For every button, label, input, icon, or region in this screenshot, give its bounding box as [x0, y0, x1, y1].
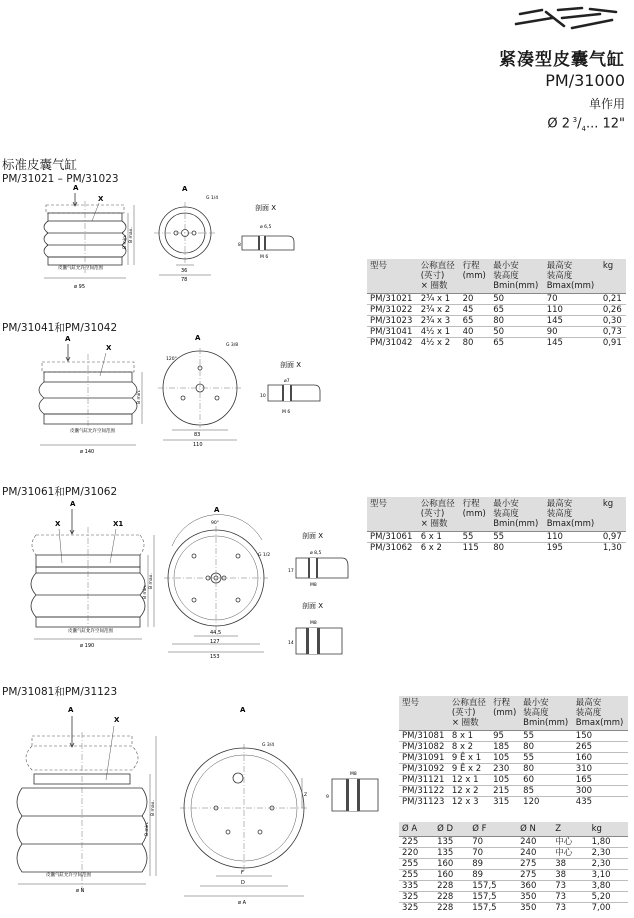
column-header-line: Bmax(mm): [546, 281, 595, 291]
table-cell: 2,30: [589, 859, 628, 870]
table-cell: 110: [544, 532, 600, 543]
svg-text:皮囊气缸允许空间范围: 皮囊气缸允许空间范围: [70, 429, 115, 434]
table-cell: 12 x 1: [449, 775, 490, 786]
column-header: [490, 259, 544, 294]
svg-text:剖面 X: 剖面 X: [302, 532, 324, 540]
table-row: [367, 305, 626, 316]
table-cell: 50: [490, 327, 544, 338]
svg-text:X: X: [55, 520, 61, 528]
column-header: [399, 696, 449, 731]
table-cell: PM/31042: [367, 338, 418, 349]
table-cell: PM/31082: [399, 742, 449, 753]
svg-text:G 3/4: G 3/4: [262, 743, 275, 748]
table-cell: 350: [517, 892, 552, 903]
svg-text:M 6: M 6: [260, 255, 269, 260]
table-cell: 255: [399, 870, 434, 881]
svg-text:A: A: [195, 334, 201, 342]
table-cell: 95: [490, 731, 520, 742]
svg-text:M8: M8: [350, 772, 357, 777]
table-cell: 20: [460, 294, 491, 305]
table-cell: 80: [520, 764, 573, 775]
drawing-31081-side: [14, 696, 164, 905]
table-cell: 230: [490, 764, 520, 775]
table-cell: 73: [552, 892, 588, 903]
table-cell: 145: [544, 316, 600, 327]
column-header: [469, 822, 517, 837]
column-header-line: Bmax(mm): [546, 519, 595, 529]
table-cell: 265: [573, 742, 628, 753]
svg-text:X: X: [106, 344, 112, 352]
column-header-line: 装高度: [546, 271, 573, 281]
table-cell: PM/31022: [367, 305, 418, 316]
svg-text:G 3/8: G 3/8: [226, 343, 239, 348]
column-header-line: 型号: [402, 698, 420, 708]
table-cell: 228: [434, 892, 469, 903]
column-header-line: Ø N: [520, 824, 536, 834]
table-row: [367, 327, 626, 338]
column-header-line: 型号: [370, 261, 388, 271]
table-cell: 275: [517, 870, 552, 881]
column-header-line: (mm): [462, 509, 486, 519]
table-cell: 65: [490, 338, 544, 349]
svg-text:B max.: B max.: [151, 800, 156, 816]
column-header-line: 型号: [370, 499, 388, 509]
column-header: [490, 696, 520, 731]
column-header: [600, 259, 626, 294]
svg-text:剖面 X: 剖面 X: [255, 204, 277, 212]
table-cell: 150: [573, 731, 628, 742]
table-cell: 38: [552, 859, 588, 870]
column-header-line: × 圈数: [420, 281, 448, 291]
svg-text:A: A: [214, 506, 220, 514]
drawing-31021-side: [30, 183, 140, 302]
table-row: [367, 532, 626, 543]
table-cell: 80: [490, 543, 544, 554]
table-cell: 160: [434, 859, 469, 870]
svg-text:ø A: ø A: [238, 900, 247, 906]
table-cell: 335: [399, 881, 434, 892]
table-cell: 0,97: [600, 532, 626, 543]
table-row: [399, 892, 628, 903]
svg-text:D: D: [241, 880, 245, 886]
table-cell: 9 Ê x 1: [449, 753, 490, 764]
table-row: [399, 775, 628, 786]
svg-text:17: 17: [288, 569, 294, 574]
table-cell: 55: [490, 532, 544, 543]
column-header: [589, 822, 628, 837]
column-header-line: 最小安: [493, 261, 519, 271]
drawing-31041-section: [256, 355, 326, 424]
svg-text:B min.: B min.: [143, 584, 148, 599]
column-header-line: kg: [602, 499, 614, 509]
table-cell: 50: [490, 294, 544, 305]
table-row: [399, 903, 628, 914]
table-cell: 160: [573, 753, 628, 764]
table-row: [399, 881, 628, 892]
table-cell: 73: [552, 881, 588, 892]
svg-text:A: A: [182, 185, 188, 193]
table-cell: 310: [573, 764, 628, 775]
column-header: [517, 822, 552, 837]
table-cell: 6 x 1: [418, 532, 460, 543]
svg-text:ø 6,5: ø 6,5: [260, 225, 272, 230]
svg-text:B min.: B min.: [137, 389, 142, 404]
table-cell: 195: [544, 543, 600, 554]
table-cell: 40: [460, 327, 491, 338]
table-cell: 3,80: [589, 881, 628, 892]
table-cell: 2,30: [589, 848, 628, 859]
table-cell: 157,5: [469, 903, 517, 914]
column-header-line: (英寸): [420, 271, 445, 281]
table-cell: 70: [544, 294, 600, 305]
section-title-31061: PM/31061和PM/31062: [2, 486, 118, 498]
table-cell: 38: [552, 870, 588, 881]
svg-text:ø 140: ø 140: [80, 449, 95, 455]
table-cell: PM/31081: [399, 731, 449, 742]
table-cell: 105: [490, 753, 520, 764]
svg-text:G 1/2: G 1/2: [258, 553, 271, 558]
svg-text:10: 10: [260, 394, 266, 399]
table-cell: 185: [490, 742, 520, 753]
action-type: 单作用: [588, 97, 625, 112]
table-cell: 45: [460, 305, 491, 316]
table-cell: 135: [434, 837, 469, 848]
table-cell: 5,20: [589, 892, 628, 903]
table-cell: 145: [544, 338, 600, 349]
column-header: [573, 696, 628, 731]
table-row: [399, 848, 628, 859]
column-header: [544, 497, 600, 532]
column-header: [418, 259, 460, 294]
drawing-31061-section-a: [288, 528, 354, 592]
table-cell: 228: [434, 903, 469, 914]
table-cell: 80: [460, 338, 491, 349]
table-cell: 4½ x 2: [418, 338, 460, 349]
svg-text:78: 78: [181, 277, 188, 283]
table-cell: 300: [573, 786, 628, 797]
table-cell: 70: [469, 848, 517, 859]
svg-text:A: A: [68, 706, 74, 714]
svg-text:M8: M8: [310, 621, 317, 626]
table-cell: 12 x 3: [449, 797, 490, 808]
table-cell: 0,91: [600, 338, 626, 349]
table-cell: PM/31023: [367, 316, 418, 327]
column-header-line: 公称直径: [420, 499, 455, 509]
table-cell: 160: [434, 870, 469, 881]
drawing-31081-section: [326, 765, 386, 831]
svg-text:皮囊气缸允许空间范围: 皮囊气缸允许空间范围: [58, 266, 103, 271]
table-cell: 325: [399, 892, 434, 903]
svg-text:ø 8,5: ø 8,5: [310, 551, 322, 556]
table-cell: PM/31123: [399, 797, 449, 808]
column-header: [460, 259, 491, 294]
column-header-line: Ø F: [472, 824, 487, 834]
model-series: PM/31000: [545, 71, 625, 91]
svg-text:剖面 X: 剖面 X: [302, 602, 324, 610]
svg-text:110: 110: [193, 442, 203, 448]
svg-text:44,5: 44,5: [210, 630, 222, 636]
column-header: [520, 696, 573, 731]
section-title-31041: PM/31041和PM/31042: [2, 322, 118, 334]
table-row: [399, 786, 628, 797]
drawing-31061-side: [30, 497, 160, 661]
column-header: [449, 696, 490, 731]
table-cell: 325: [399, 903, 434, 914]
table-cell: 7,00: [589, 903, 628, 914]
column-header-line: 装高度: [546, 509, 573, 519]
table-row: [399, 797, 628, 808]
table-cell: 3,10: [589, 870, 628, 881]
column-header-line: 最小安: [523, 698, 549, 708]
drawing-31041-top: [150, 330, 250, 452]
table-cell: 105: [490, 775, 520, 786]
svg-text:X1: X1: [113, 520, 124, 528]
section-title-31081: PM/31081和PM/31123: [2, 686, 118, 698]
svg-text:120°: 120°: [166, 357, 177, 362]
column-header: [600, 497, 626, 532]
column-header: [544, 259, 600, 294]
column-header: [490, 497, 544, 532]
column-header: [460, 497, 491, 532]
table-cell: 215: [490, 786, 520, 797]
table-cell: 90: [544, 327, 600, 338]
drawing-31061-top: [158, 500, 278, 664]
svg-text:153: 153: [210, 654, 220, 660]
column-header-line: 行程: [462, 261, 480, 271]
dimension-table: [399, 822, 628, 913]
header: [499, 50, 625, 134]
column-header-line: 行程: [462, 499, 480, 509]
table-cell: 360: [517, 881, 552, 892]
drawing-31081-top: [178, 700, 318, 916]
table-cell: 55: [520, 731, 573, 742]
table-cell: 2¾ x 3: [418, 316, 460, 327]
svg-text:A: A: [240, 706, 246, 714]
table-cell: 8 x 2: [449, 742, 490, 753]
drawing-31021-section: [238, 200, 304, 266]
svg-text:90°: 90°: [211, 521, 219, 526]
table-cell: 350: [517, 903, 552, 914]
column-header-line: (英寸): [420, 509, 445, 519]
table-cell: PM/31122: [399, 786, 449, 797]
table-cell: 255: [399, 859, 434, 870]
table-row: [399, 742, 628, 753]
column-header-line: kg: [602, 261, 614, 271]
svg-text:9: 9: [326, 795, 329, 800]
section-models-standard: PM/31021 – PM/31023: [2, 173, 119, 185]
table-cell: 12 x 2: [449, 786, 490, 797]
table-cell: PM/31061: [367, 532, 418, 543]
table-row: [399, 870, 628, 881]
table-cell: 55: [460, 532, 491, 543]
company-logo: [512, 6, 622, 36]
table-cell: 60: [520, 775, 573, 786]
table-row: [399, 753, 628, 764]
table-cell: 55: [520, 753, 573, 764]
svg-text:X: X: [114, 716, 120, 724]
column-header-line: × 圈数: [451, 718, 479, 728]
table-cell: PM/31091: [399, 753, 449, 764]
svg-text:ø7: ø7: [284, 379, 290, 384]
table-cell: PM/31062: [367, 543, 418, 554]
column-header-line: 装高度: [523, 708, 549, 718]
svg-text:83: 83: [194, 432, 201, 438]
table-cell: 157,5: [469, 892, 517, 903]
svg-text:G 1/4: G 1/4: [206, 196, 219, 201]
table-cell: 2¾ x 1: [418, 294, 460, 305]
drawing-31041-side: [30, 332, 150, 461]
svg-text:B max.: B max.: [149, 573, 154, 589]
drawing-31021-top: [150, 183, 230, 287]
table-cell: 115: [460, 543, 491, 554]
table-cell: 157,5: [469, 881, 517, 892]
svg-text:B min.: B min.: [145, 821, 150, 836]
svg-text:8: 8: [238, 243, 241, 248]
section-title-standard: 标准皮囊气缸: [2, 157, 78, 172]
spec-table-1: [367, 259, 626, 348]
table-cell: 220: [399, 848, 434, 859]
svg-text:A: A: [70, 500, 76, 508]
column-header-line: Bmin(mm): [493, 281, 539, 291]
column-header: [418, 497, 460, 532]
table-cell: 165: [573, 775, 628, 786]
column-header-line: 最高安: [546, 261, 573, 271]
table-row: [399, 731, 628, 742]
table-cell: 2¾ x 2: [418, 305, 460, 316]
column-header: [367, 259, 418, 294]
column-header-line: 最小安: [493, 499, 519, 509]
diameter-range: Ø 2 $^3/_4$... 12": [547, 116, 625, 134]
table-cell: 0,21: [600, 294, 626, 305]
svg-text:14: 14: [288, 641, 294, 646]
column-header-line: Bmin(mm): [493, 519, 539, 529]
svg-text:A: A: [65, 335, 71, 343]
table-row: [399, 859, 628, 870]
table-row: [367, 543, 626, 554]
svg-text:X: X: [98, 195, 104, 203]
spec-table-3: [399, 696, 628, 807]
table-cell: 315: [490, 797, 520, 808]
table-cell: 85: [520, 786, 573, 797]
table-cell: 225: [399, 837, 434, 848]
column-header-line: Ø D: [437, 824, 454, 834]
table-cell: 80: [520, 742, 573, 753]
column-header-line: Ø A: [402, 824, 418, 834]
svg-text:127: 127: [210, 639, 220, 645]
column-header-line: Z: [555, 824, 562, 834]
column-header-line: × 圈数: [420, 519, 448, 529]
table-cell: PM/31121: [399, 775, 449, 786]
table-cell: 435: [573, 797, 628, 808]
svg-text:ø 95: ø 95: [74, 284, 86, 290]
svg-text:Z: Z: [304, 793, 308, 798]
column-header: [434, 822, 469, 837]
table-cell: 1,30: [600, 543, 626, 554]
table-row: [399, 837, 628, 848]
svg-text:ø 190: ø 190: [80, 643, 95, 649]
table-cell: 70: [469, 837, 517, 848]
table-cell: PM/31092: [399, 764, 449, 775]
table-cell: 65: [490, 305, 544, 316]
table-row: [367, 338, 626, 349]
spec-table-2: [367, 497, 626, 553]
table-row: [367, 316, 626, 327]
column-header-line: Bmin(mm): [523, 718, 569, 728]
svg-text:A: A: [73, 184, 79, 192]
table-cell: 80: [490, 316, 544, 327]
drawing-31061-section-b: [288, 598, 354, 664]
table-cell: 89: [469, 859, 517, 870]
table-cell: 275: [517, 859, 552, 870]
svg-text:F: F: [241, 870, 244, 876]
column-header-line: 行程: [493, 698, 511, 708]
table-cell: 9 Ê x 2: [449, 764, 490, 775]
column-header-line: (mm): [493, 708, 517, 718]
column-header-line: Bmax(mm): [575, 718, 624, 728]
table-cell: 0,73: [600, 327, 626, 338]
logo-text: 凌: [567, 22, 571, 27]
column-header: [552, 822, 588, 837]
table-cell: 中心: [552, 837, 588, 848]
table-cell: 4½ x 1: [418, 327, 460, 338]
table-cell: 228: [434, 881, 469, 892]
table-cell: 0,30: [600, 316, 626, 327]
column-header-line: 装高度: [493, 509, 519, 519]
column-header-line: 最高安: [575, 698, 602, 708]
column-header-line: kg: [591, 824, 602, 834]
table-cell: 73: [552, 903, 588, 914]
table-cell: 110: [544, 305, 600, 316]
table-cell: 135: [434, 848, 469, 859]
column-header-line: (英寸): [451, 708, 476, 718]
svg-text:36: 36: [181, 268, 188, 274]
table-cell: 240: [517, 848, 552, 859]
table-row: [367, 294, 626, 305]
svg-text:B max.: B max.: [129, 227, 134, 243]
table-cell: PM/31041: [367, 327, 418, 338]
column-header: [367, 497, 418, 532]
table-cell: 120: [520, 797, 573, 808]
table-cell: PM/31021: [367, 294, 418, 305]
table-cell: 1,80: [589, 837, 628, 848]
table-cell: 89: [469, 870, 517, 881]
table-row: [399, 764, 628, 775]
column-header-line: 装高度: [575, 708, 602, 718]
svg-text:ø N: ø N: [76, 888, 85, 894]
column-header-line: 公称直径: [451, 698, 486, 708]
table-cell: 中心: [552, 848, 588, 859]
table-cell: 0,26: [600, 305, 626, 316]
svg-text:M8: M8: [310, 583, 317, 588]
svg-text:剖面 X: 剖面 X: [280, 361, 302, 369]
column-header: [399, 822, 434, 837]
svg-text:皮囊气缸允许空间范围: 皮囊气缸允许空间范围: [46, 873, 91, 878]
table-cell: 65: [460, 316, 491, 327]
column-header-line: 装高度: [493, 271, 519, 281]
svg-text:M 6: M 6: [282, 410, 291, 415]
table-cell: 240: [517, 837, 552, 848]
column-header-line: 公称直径: [420, 261, 455, 271]
svg-text:B min.: B min.: [123, 234, 128, 249]
table-cell: 8 x 1: [449, 731, 490, 742]
svg-text:皮囊气缸允许空间范围: 皮囊气缸允许空间范围: [68, 629, 113, 634]
table-cell: 6 x 2: [418, 543, 460, 554]
page-title: 紧凑型皮囊气缸: [499, 50, 625, 70]
column-header-line: 最高安: [546, 499, 573, 509]
column-header-line: (mm): [462, 271, 486, 281]
